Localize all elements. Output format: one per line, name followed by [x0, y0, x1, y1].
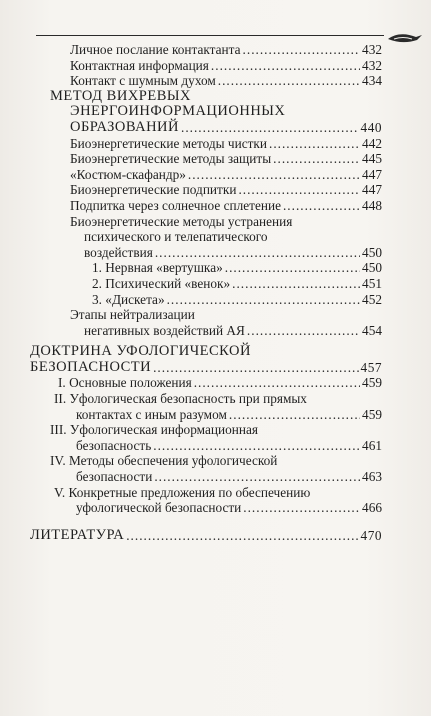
heading-line: ЭНЕРГОИНФОРМАЦИОННЫХ: [70, 103, 286, 120]
leader-dots: [283, 198, 360, 214]
toc-entry-page: 452: [362, 291, 382, 307]
toc-entry-page: 450: [362, 244, 382, 260]
leader-dots: [238, 182, 360, 198]
toc-entry[interactable]: [30, 73, 382, 89]
toc-entry-page: 432: [362, 57, 382, 73]
toc-entry-line: III. Уфологическая информационная: [50, 422, 259, 438]
toc-entry[interactable]: [30, 276, 382, 292]
toc-entry-page: 466: [362, 500, 382, 516]
leader-dots: [243, 42, 361, 58]
toc-entry-page: 454: [362, 322, 382, 338]
leader-dots: [273, 151, 360, 167]
toc-entry-title: Личное послание контактанта: [70, 42, 241, 57]
heading-line: МЕТОД ВИХРЕВЫХ: [50, 87, 192, 104]
toc-entry-title: I. Основные положения: [58, 375, 192, 391]
leader-dots: [126, 528, 358, 544]
toc-entry-page: 448: [362, 197, 382, 213]
table-of-contents: [30, 42, 382, 543]
toc-entry[interactable]: [30, 453, 382, 484]
ornament-icon: [386, 27, 424, 49]
toc-entry-title: «Костюм-скафандр»: [70, 166, 186, 182]
leader-dots: [188, 167, 360, 183]
leader-dots: [153, 360, 358, 376]
toc-entry[interactable]: [30, 198, 382, 214]
toc-entry-last-line: [50, 438, 382, 454]
toc-entry-last-line: [54, 500, 382, 516]
toc-entry-page: 470: [360, 527, 382, 543]
toc-entry-page: 461: [362, 437, 382, 453]
toc-entry-line: негативных воздействий АЯ: [84, 322, 245, 338]
toc-entry-title: Контакт с шумным духом: [70, 73, 216, 89]
leader-dots: [243, 500, 360, 516]
heading-last-line: [50, 120, 382, 136]
toc-entry-page: 445: [362, 151, 382, 167]
toc-entry-page: 451: [362, 275, 382, 291]
toc-entry-line: безопасность: [76, 437, 152, 453]
toc-entry[interactable]: [30, 151, 382, 167]
toc-entry-line: Этапы нейтрализации: [70, 307, 195, 323]
toc-entry-page: 457: [360, 359, 382, 375]
toc-entry-title: 3. «Дискета»: [92, 291, 165, 307]
toc-entry-line: IV. Методы обеспечения уфологической: [50, 453, 278, 469]
leader-dots: [247, 323, 360, 339]
toc-entry-title: Контактная информация: [70, 57, 209, 73]
toc-section-heading[interactable]: [30, 89, 382, 136]
leader-dots: [194, 375, 360, 391]
toc-entry-line: контактах с иным разумом: [76, 406, 227, 422]
toc-entry-line: психического и телепатического: [84, 229, 268, 245]
toc-entry[interactable]: [30, 214, 382, 261]
toc-entry-last-line: [70, 323, 382, 339]
toc-entry-title: Биоэнергетические методы чистки: [70, 135, 267, 151]
toc-entry[interactable]: [30, 182, 382, 198]
leader-dots: [181, 120, 359, 136]
toc-entry-page: 440: [360, 119, 382, 135]
toc-section-heading[interactable]: [30, 344, 382, 375]
toc-entry-title: Подпитка через солнечное сплетение: [70, 197, 281, 213]
toc-entry-page: 432: [362, 42, 382, 57]
leader-dots: [232, 276, 360, 292]
toc-entry[interactable]: [30, 422, 382, 453]
toc-entry-line: воздействия: [84, 244, 153, 260]
toc-entry-line: уфологической безопасности: [76, 500, 242, 516]
header-rule: [36, 35, 384, 36]
toc-entry-line: Биоэнергетические методы устранения: [70, 213, 293, 229]
toc-entry[interactable]: [30, 375, 382, 391]
heading-line: ЛИТЕРАТУРА: [30, 526, 125, 543]
leader-dots: [269, 136, 360, 152]
toc-section-heading[interactable]: [30, 528, 382, 544]
toc-entry-last-line: [70, 245, 382, 261]
toc-entry[interactable]: [30, 136, 382, 152]
toc-entry-page: 442: [362, 135, 382, 151]
leader-dots: [167, 292, 360, 308]
leader-dots: [218, 73, 360, 89]
toc-entry-page: 434: [362, 73, 382, 89]
toc-entry[interactable]: [30, 485, 382, 516]
toc-entry-title: 2. Психический «венок»: [92, 275, 231, 291]
toc-entry-line: безопасности: [76, 469, 153, 485]
toc-entry[interactable]: [30, 167, 382, 183]
heading-line: ДОКТРИНА УФОЛОГИЧЕСКОЙ: [30, 343, 251, 360]
toc-entry-page: 459: [362, 375, 382, 391]
toc-entry-page: 450: [362, 260, 382, 276]
leader-dots: [154, 469, 360, 485]
toc-entry-page: 463: [362, 469, 382, 485]
heading-line: БЕЗОПАСНОСТИ: [30, 358, 152, 375]
heading-last-line: [30, 360, 382, 376]
leader-dots: [229, 407, 360, 423]
leader-dots: [211, 58, 360, 74]
leader-dots: [155, 245, 360, 261]
toc-entry-page: 459: [362, 406, 382, 422]
toc-entry-page: 447: [362, 166, 382, 182]
toc-entry[interactable]: [30, 307, 382, 338]
toc-entry-last-line: [54, 407, 382, 423]
toc-entry-page: 447: [362, 182, 382, 198]
heading-line: ОБРАЗОВАНИЙ: [70, 118, 179, 135]
toc-entry-last-line: [50, 469, 382, 485]
leader-dots: [153, 438, 360, 454]
toc-entry-title: 1. Нервная «вертушка»: [92, 260, 223, 276]
toc-entry[interactable]: [30, 58, 382, 74]
toc-entry-line: II. Уфологическая безопасность при прямых: [54, 391, 307, 407]
toc-entry[interactable]: [30, 42, 382, 58]
toc-entry-line: V. Конкретные предложения по обеспечению: [54, 484, 311, 500]
toc-entry[interactable]: [30, 391, 382, 422]
toc-entry-title: Биоэнергетические методы защиты: [70, 151, 272, 167]
toc-entry[interactable]: [30, 292, 382, 308]
leader-dots: [225, 260, 360, 276]
toc-entry-title: Биоэнергетические подпитки: [70, 182, 237, 198]
toc-entry[interactable]: [30, 260, 382, 276]
